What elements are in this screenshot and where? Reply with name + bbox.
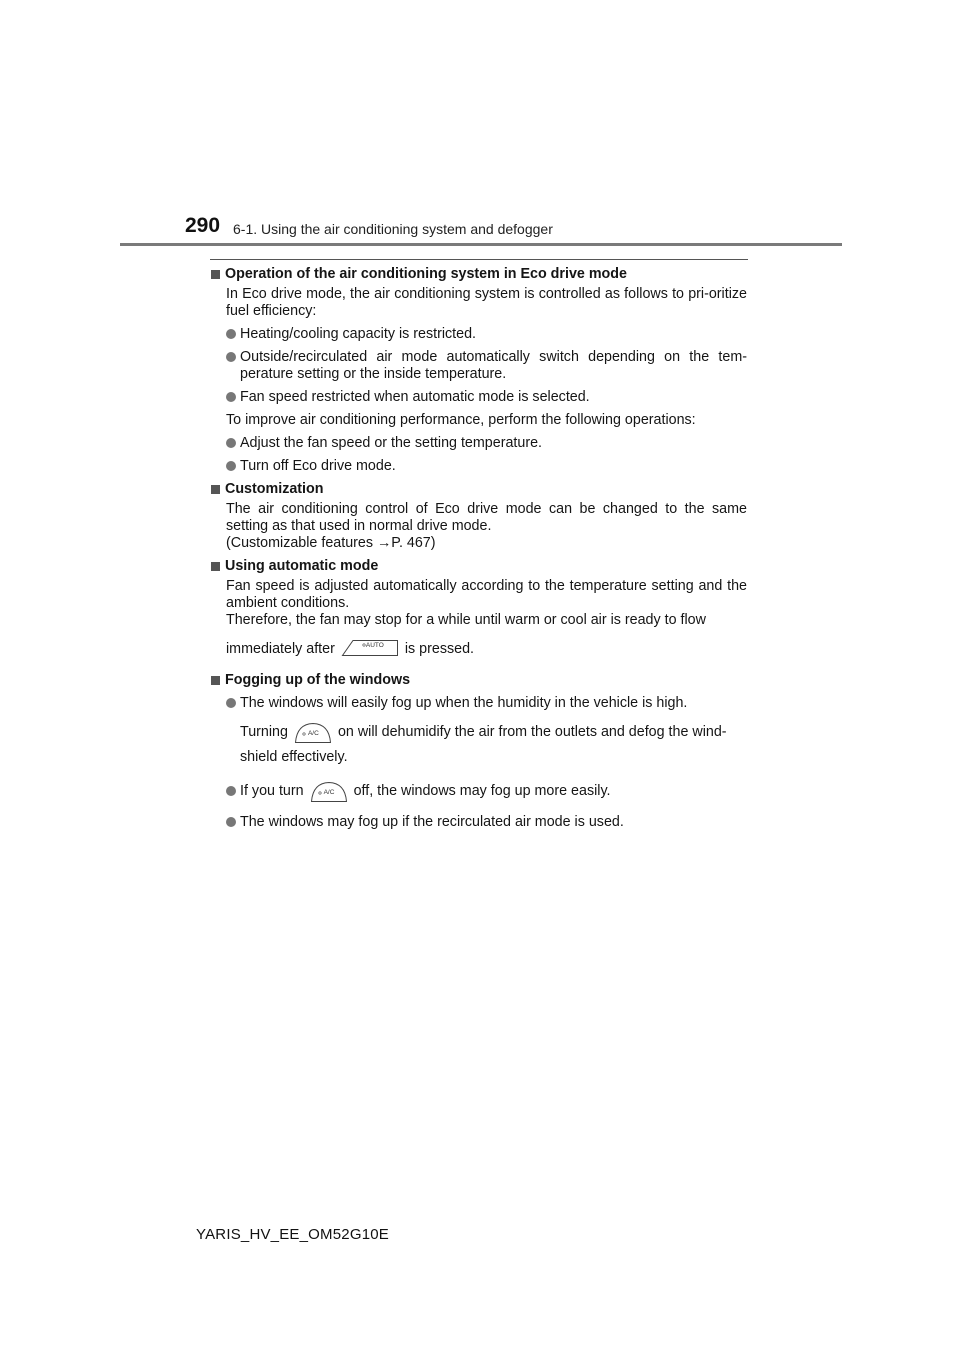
list-item (211, 389, 747, 406)
customization-heading (211, 481, 747, 498)
circle-bullet-icon (226, 438, 236, 448)
fogging-heading-text: Fogging up of the windows (225, 672, 411, 688)
list-item (211, 349, 747, 383)
square-bullet-icon (211, 485, 220, 494)
fogging-heading (211, 672, 747, 689)
eco-intro: In Eco drive mode, the air conditioning system is controlled as follows to pri-oritize fuel efficiency: (226, 286, 747, 319)
auto-button-label: AUTO (365, 642, 384, 650)
eco-heading-text: Operation of the air conditioning system in Eco drive mode (225, 266, 627, 282)
list-item-text: Heating/cooling capacity is restricted. (240, 326, 477, 342)
ac-button-label: A/C (307, 730, 319, 738)
fogging-text-before: Turning (240, 724, 288, 740)
eco-heading (211, 266, 747, 283)
fogging-text-3: shield effectively. (240, 749, 348, 765)
square-bullet-icon (211, 270, 220, 279)
automatic-text-2: Therefore, the fan may stop for a while until warm or cool air is ready to flow (226, 612, 706, 628)
ac-button-label: A/C (323, 789, 335, 797)
section-divider (210, 259, 748, 260)
fogging-text-1: The windows will easily fog up when the humidity in the vehicle is high. (240, 695, 688, 711)
fogging-text-after: off, the windows may fog up more easily. (353, 783, 611, 799)
list-item-text: Outside/recirculated air mode automatically switch depending on the tem-perature setting or the inside temperature. (240, 349, 747, 382)
customization-heading-text: Customization (225, 481, 324, 497)
circle-bullet-icon (226, 817, 236, 827)
list-item (211, 774, 747, 808)
circle-bullet-icon (226, 786, 236, 796)
square-bullet-icon (211, 676, 220, 685)
circle-bullet-icon (226, 352, 236, 362)
list-item (211, 435, 747, 452)
circle-bullet-icon (226, 392, 236, 402)
list-item (211, 814, 747, 831)
list-item-text (240, 695, 747, 766)
auto-button-icon (341, 639, 399, 657)
ac-button-icon (310, 781, 348, 799)
fogging-text-after: on will dehumidify the air from the outlets and defog the wind- (337, 724, 727, 740)
page-number: 290 (185, 214, 221, 237)
list-item-text: Adjust the fan speed or the setting temperature. (240, 435, 543, 451)
automatic-text-3 (211, 632, 747, 666)
page-content (211, 266, 747, 831)
header-divider (120, 243, 842, 246)
list-item (211, 695, 747, 766)
automatic-text-after: is pressed. (404, 641, 474, 657)
ac-button-icon (294, 722, 332, 740)
automatic-heading-text: Using automatic mode (225, 558, 379, 574)
list-item (211, 458, 747, 475)
customization-text: The air conditioning control of Eco drive mode can be changed to the same setting as that used in normal drive mode. (226, 501, 747, 534)
fogging-text-before: If you turn (240, 783, 304, 799)
circle-bullet-icon (226, 461, 236, 471)
circle-bullet-icon (226, 698, 236, 708)
fogging-text-2 (240, 715, 747, 749)
section-title: 6-1. Using the air conditioning system and defogger (233, 221, 553, 237)
automatic-text-before: immediately after (226, 641, 335, 657)
automatic-text: Fan speed is adjusted automatically according to the temperature setting and the ambient conditions. (226, 578, 747, 611)
list-item (211, 326, 747, 343)
footer-document-code: YARIS_HV_EE_OM52G10E (196, 1226, 389, 1243)
customization-reference: (Customizable features →P. 467) (226, 535, 436, 551)
list-item-text: Fan speed restricted when automatic mode is selected. (240, 389, 590, 405)
list-item-text: Turn off Eco drive mode. (240, 458, 396, 474)
circle-bullet-icon (226, 329, 236, 339)
automatic-heading (211, 558, 747, 575)
list-item-text (240, 774, 747, 808)
square-bullet-icon (211, 562, 220, 571)
eco-improve: To improve air conditioning performance, perform the following operations: (226, 412, 696, 428)
list-item-text: The windows may fog up if the recirculated air mode is used. (240, 814, 624, 830)
